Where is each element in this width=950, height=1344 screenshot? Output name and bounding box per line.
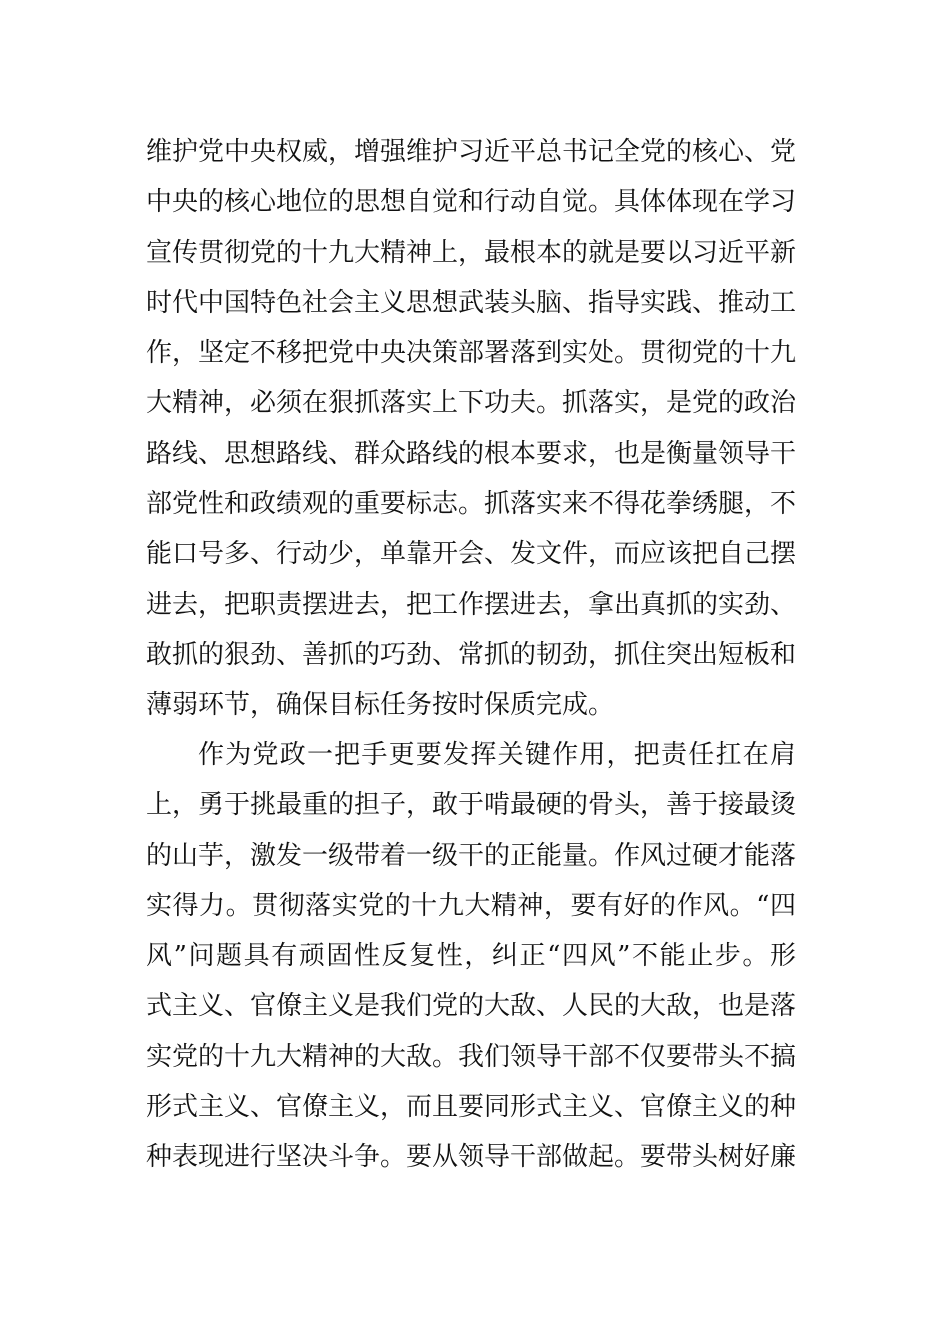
text-line: 作为党政一把手更要发挥关键作用，把责任扛在肩 <box>198 740 796 770</box>
text-line: 宣传贯彻党的十九大精神上，最根本的就是要以习近平新 <box>146 237 797 268</box>
text-line: 形式主义、官僚主义，而且要同形式主义、官僚主义的种 <box>146 1092 797 1123</box>
text-line: 大精神，必须在狠抓落实上下功夫。抓落实，是党的政治 <box>146 388 797 419</box>
text-line: 进去，把职责摆进去，把工作摆进去，拿出真抓的实劲、 <box>146 589 797 620</box>
text-line: 作，坚定不移把党中央决策部署落到实处。贯彻党的十九 <box>146 338 797 369</box>
text-line: 实得力。贯彻落实党的十九大精神，要有好的作风。“四 <box>146 890 796 921</box>
text-line: 种表现进行坚决斗争。要从领导干部做起。要带头树好廉 <box>146 1142 797 1173</box>
text-line: 时代中国特色社会主义思想武装头脑、指导实践、推动工 <box>146 287 797 318</box>
paragraph-1 <box>146 131 796 735</box>
text-line: 的山芋，激发一级带着一级干的正能量。作风过硬才能落 <box>146 840 797 871</box>
paragraph-2 <box>146 734 796 1187</box>
text-line: 路线、思想路线、群众路线的根本要求，也是衡量领导干 <box>146 438 797 469</box>
text-line: 实党的十九大精神的大敌。我们领导干部不仅要带头不搞 <box>146 1041 797 1072</box>
text-line: 敢抓的狠劲、善抓的巧劲、常抓的韧劲，抓住突出短板和 <box>146 639 797 670</box>
text-line: 薄弱环节，确保目标任务按时保质完成。 <box>146 690 615 721</box>
text-line: 风”问题具有顽固性反复性，纠正“四风”不能止步。形 <box>146 941 796 972</box>
text-line: 维护党中央权威，增强维护习近平总书记全党的核心、党 <box>146 137 797 167</box>
text-line: 部党性和政绩观的重要标志。抓落实来不得花拳绣腿，不 <box>146 489 797 520</box>
text-line: 能口号多、行动少，单靠开会、发文件，而应该把自己摆 <box>146 539 797 570</box>
text-line: 式主义、官僚主义是我们党的大敌、人民的大敌，也是落 <box>146 991 797 1022</box>
text-line: 上，勇于挑最重的担子，敢于啃最硬的骨头，善于接最烫 <box>146 790 797 821</box>
text-line: 中央的核心地位的思想自觉和行动自觉。具体体现在学习 <box>146 187 797 218</box>
